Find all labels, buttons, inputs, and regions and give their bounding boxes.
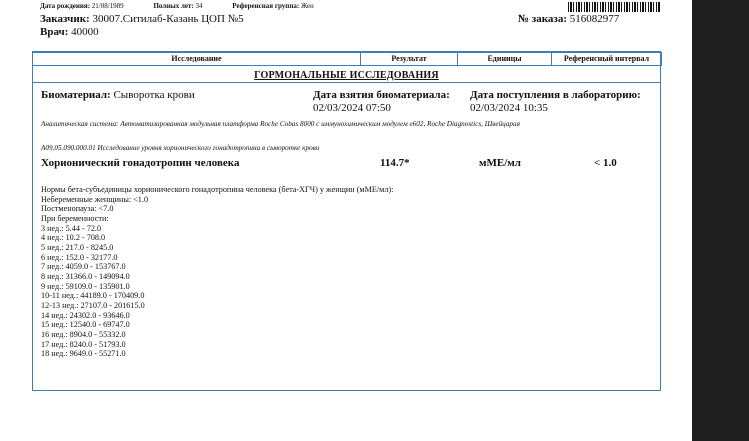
col-header-result: Результат — [360, 52, 458, 66]
test-result: 114.7* — [380, 157, 410, 169]
birth-date-label: Дата рождения: — [40, 2, 91, 10]
norms-block — [41, 185, 393, 359]
col-header-units: Единицы — [457, 52, 552, 66]
doctor-value: 40000 — [71, 26, 99, 38]
norm-line: 17 нед.: 8240.0 - 51793.0 — [41, 339, 126, 349]
biomaterial — [41, 89, 195, 101]
age — [153, 2, 216, 10]
biomaterial-value: Сыворотка крови — [113, 89, 195, 101]
norm-line: 15 нед.: 12540.0 - 69747.0 — [41, 320, 130, 330]
received-value: 02/03/2024 10:35 — [470, 102, 548, 114]
norm-line: При беременности: — [41, 213, 109, 223]
col-header-reference: Референсный интервал — [551, 52, 662, 66]
col-header-test: Исследование — [32, 52, 361, 66]
age-value: 34 — [195, 2, 203, 10]
section-title: ГОРМОНАЛЬНЫЕ ИССЛЕДОВАНИЯ — [254, 70, 439, 81]
test-units: мМЕ/мл — [479, 157, 521, 169]
results-table — [32, 51, 661, 391]
norm-line: 7 нед.: 4059.0 - 153767.0 — [41, 262, 126, 272]
norm-line: 18 нед.: 9649.0 - 55271.0 — [41, 349, 126, 359]
norm-line: Небеременные женщины: <1.0 — [41, 194, 149, 204]
birth-date — [40, 2, 138, 10]
norm-line: 8 нед.: 31366.0 - 149094.0 — [41, 271, 130, 281]
norm-line: 4 нед.: 10.2 - 708.0 — [41, 233, 106, 243]
patient-info-line — [40, 2, 342, 10]
order-label: № заказа: — [518, 13, 567, 25]
test-name: Хорионический гонадотропин человека — [41, 157, 240, 169]
barcode-image — [568, 2, 660, 12]
norm-line: Постменопауза: <7.0 — [41, 204, 114, 214]
section-divider — [33, 82, 660, 83]
birth-date-value: 21/08/1989 — [91, 2, 124, 10]
doctor — [40, 26, 99, 38]
norm-line: 12-13 нед.: 27107.0 - 201615.0 — [41, 300, 145, 310]
test-reference: < 1.0 — [594, 157, 617, 169]
customer-value: 30007.Ситилаб-Казань ЦОП №5 — [92, 13, 244, 25]
age-label: Полных лет: — [153, 2, 194, 10]
norm-line: 14 нед.: 24302.0 - 93646.0 — [41, 310, 130, 320]
analyzer-note: Аналитическая система: Автоматизированная модульная платформа Roche Cobas 8000 с иммунохимическим модулем e602, Roche Diagnostics, Швейцария — [41, 120, 520, 128]
biomaterial-label: Биоматериал: — [41, 89, 111, 101]
norms-title: Нормы бета-субъединицы хорионического гонадотропина человека (бета-ХГЧ) у женщин (мМЕ/мл): — [41, 185, 394, 194]
received-label: Дата поступления в лабораторию: — [470, 89, 641, 101]
ref-group-label: Референсная группа: — [232, 2, 300, 10]
ref-group — [232, 2, 327, 10]
sample-taken-label: Дата взятия биоматериала: — [313, 89, 450, 101]
customer — [40, 13, 244, 25]
sample-taken-value: 02/03/2024 07:50 — [313, 102, 391, 114]
norm-line: 9 нед.: 59109.0 - 135901.0 — [41, 281, 130, 291]
order-number — [518, 13, 619, 25]
norm-line: 6 нед.: 152.0 - 32177.0 — [41, 252, 118, 262]
norm-line: 10-11 нед.: 44189.0 - 170409.0 — [41, 291, 145, 301]
norm-line: 5 нед.: 217.0 - 8245.0 — [41, 242, 114, 252]
order-value: 516082977 — [569, 13, 620, 25]
test-code-line: A09.05.090.000.01 Исследование уровня хорионического гонадотропина в сыворотке крови — [41, 144, 320, 152]
customer-label: Заказчик: — [40, 13, 90, 25]
norm-line: 3 нед.: 5.44 - 72.0 — [41, 223, 102, 233]
norm-line: 16 нед.: 8904.0 - 55332.0 — [41, 329, 126, 339]
ref-group-value: Жен — [300, 2, 314, 10]
doctor-label: Врач: — [40, 26, 69, 38]
viewer-side-bar — [692, 0, 749, 441]
